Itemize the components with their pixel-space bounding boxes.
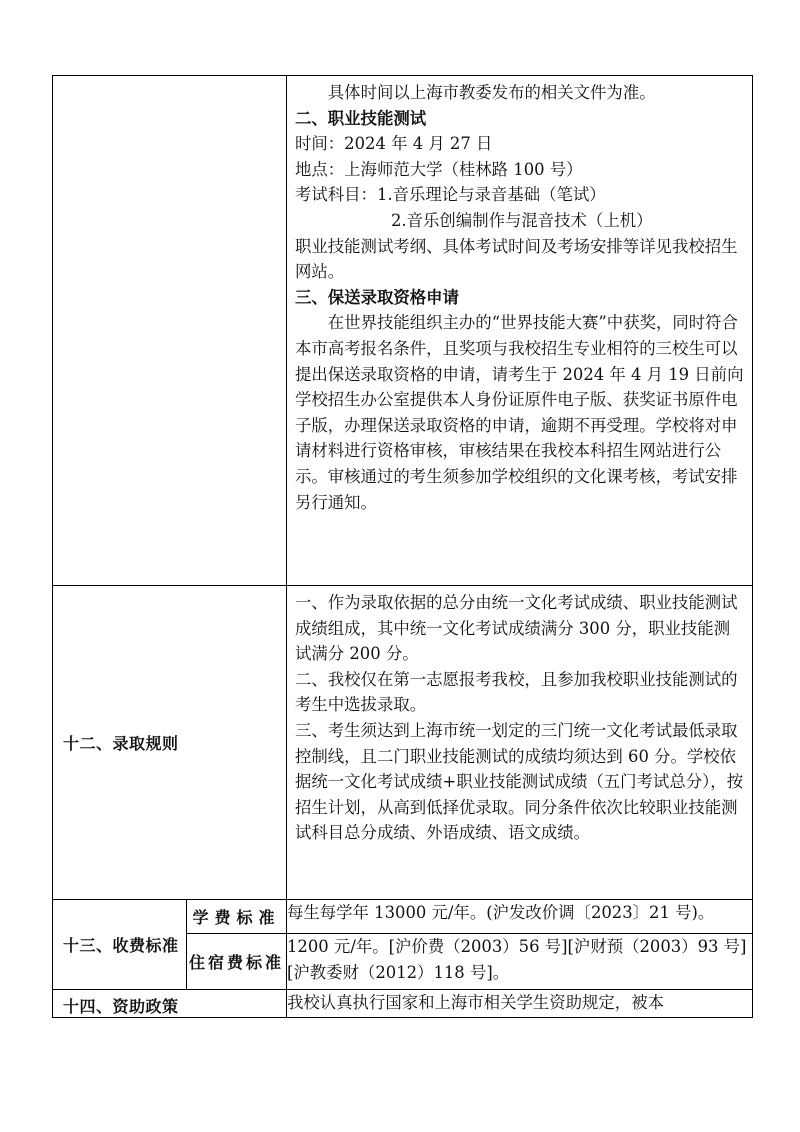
row-admission-rules bbox=[53, 586, 753, 900]
tuition-value: 每生每学年 13000 元/年。(沪发改价调〔2023〕21 号)。 bbox=[287, 900, 753, 934]
row-continued-content bbox=[287, 76, 753, 586]
exam-time-note: 具体时间以上海市教委发布的相关文件为准。 bbox=[327, 83, 656, 102]
admission-rule-1: 一、作为录取依据的总分由统一文化考试成绩、职业技能测试成绩组成，其中统一文化考试成绩满分 300 分，职业技能测试满分 200 分。 bbox=[295, 593, 738, 664]
skill-test-subject-2: 2.音乐创编制作与混音技术（上机） bbox=[391, 210, 653, 230]
skill-test-details: 职业技能测试考纲、具体考试时间及考场安排等详见我校招生网站。 bbox=[295, 236, 738, 282]
skill-test-subject-1: 考试科目：1.音乐理论与录音基础（笔试） bbox=[295, 185, 606, 205]
dorm-fee-label: 住宿费标准 bbox=[187, 934, 287, 990]
financial-aid-value: 我校认真执行国家和上海市相关学生资助规定，被本 bbox=[287, 990, 753, 1018]
admission-rule-2: 二、我校仅在第一志愿报考我校，且参加我校职业技能测试的考生中选拔录取。 bbox=[295, 669, 738, 715]
row-financial-aid bbox=[53, 990, 753, 1018]
recommendation-text: 在世界技能组织主办的“世界技能大赛”中获奖，同时符合本市高考报名条件，且奖项与我校招生专业相符的三校生可以提出保送录取资格的申请，请考生于 2024 年 4 月 19 日前向学校招生办公室提供本人身份证原件电子版、获奖证书原件电子版，办理保送录取资格的申请，逾期不再受理。学校将对申请材料进行资格审核，审核结果在我校本科招生网站进行公示。审核通过的考生须参加学校组织的文化课考核，考试安排另行通知。 bbox=[295, 313, 744, 512]
fee-standard-label: 十三、收费标准 bbox=[53, 900, 187, 990]
skill-test-time: 时间：2024 年 4 月 27 日 bbox=[295, 134, 493, 154]
section-recommendation-heading: 三、保送录取资格申请 bbox=[295, 287, 459, 307]
row-continued bbox=[53, 76, 753, 586]
skill-test-location: 地点：上海师范大学（桂林路 100 号） bbox=[295, 159, 583, 179]
admission-rules-content bbox=[287, 586, 753, 900]
admission-rule-3: 三、考生须达到上海市统一划定的三门统一文化考试最低录取控制线，且二门职业技能测试的成绩均须达到 60 分。学校依据统一文化考试成绩+职业技能测试成绩（五门考试总分），按招生计划，从高到低择优录取。同分条件依次比较职业技能测试科目总分成绩、外语成绩、语文成绩。 bbox=[295, 720, 744, 843]
tuition-label: 学费标准 bbox=[187, 900, 287, 934]
row-tuition bbox=[53, 900, 753, 934]
admission-rules-label: 十二、录取规则 bbox=[53, 586, 287, 900]
admission-table bbox=[52, 75, 753, 1018]
dorm-fee-value: 1200 元/年。[沪价费（2003）56 号][沪财预（2003）93 号][沪教委财（2012）118 号]。 bbox=[287, 934, 753, 990]
row-continued-label-cell bbox=[53, 76, 287, 586]
section-skill-test-heading: 二、职业技能测试 bbox=[295, 108, 427, 128]
financial-aid-label: 十四、资助政策 bbox=[53, 990, 287, 1018]
